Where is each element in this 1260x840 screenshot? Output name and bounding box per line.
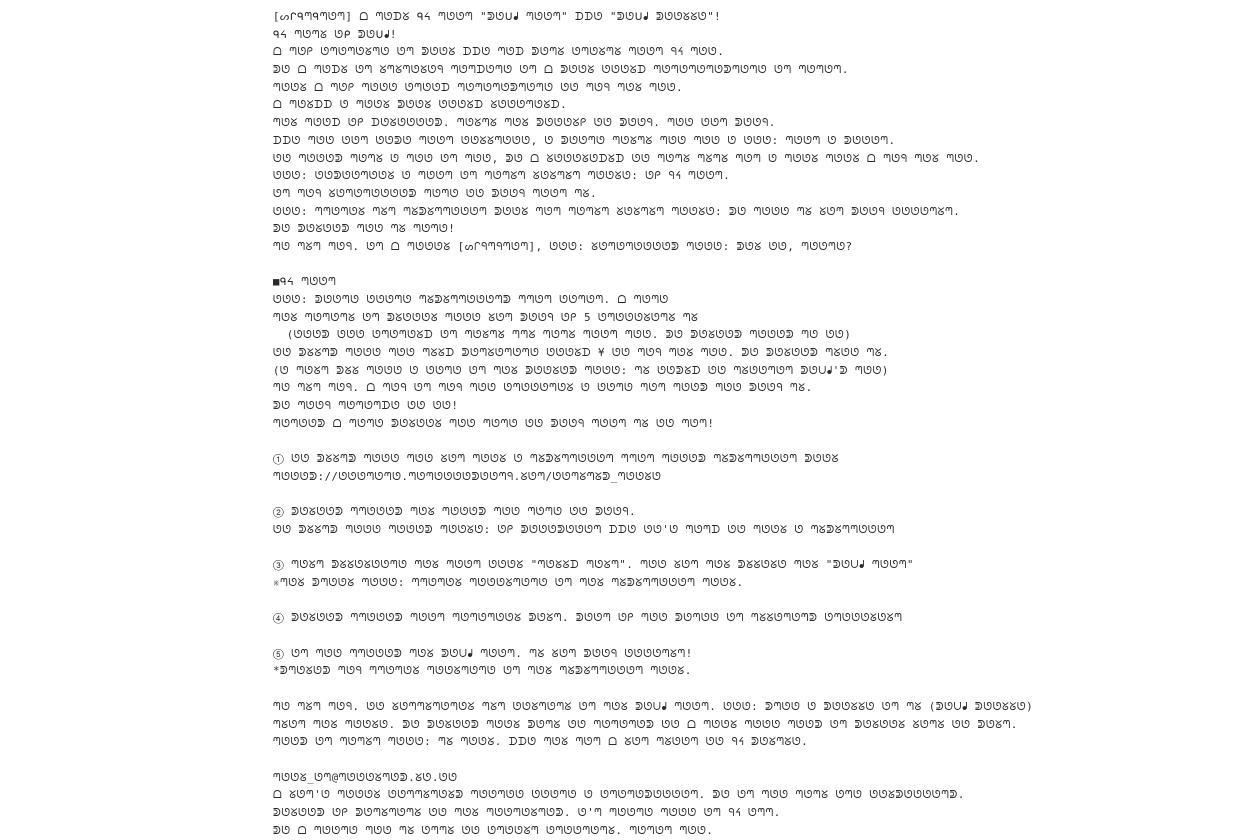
text-line: ■ᑫᔦ ᘉᘎᘎᘉ: [273, 276, 337, 289]
text-line: ᘉᘎᘉᘎᘎᕲ ᗝ ᘉᘎᘉᘎ ᕲᘎᘜᘎᘎᘜ ᘉᘎᘎ ᘉᘎᘉᘎ ᘎᘎ ᕲᘎᘎᑫ ᘉᘎᘎᘉ ᘉᘜ ᘎᘎ ᘉᘎᘉ!: [273, 417, 715, 430]
text-line: ᘎᘎ ᘉᘎᘎᘎᕲ ᘉᘎᘉᘜ ᘎ ᘉᘎᘎ ᘎᘉ ᘉᘎᘎ, ᕲᘎ ᗝ ᘜᘎᘎᘎᘜᘎᗪᘜᗪ ᘎᘎ ᘉᘎᘉᘜ ᘉᘜᘉᘜ ᘉᘎᘉ ᘎ ᘉᘎᘎᘜ ᘉᘎᘎᘜ ᗝ ᘉᘎᑫ ᘉᘎᘜ ᘉᘎᘎ.: [273, 152, 981, 165]
text-line: ① ᘎᘎ ᕲᘜᘜᘉᕲ ᘉᘎᘎᘎ ᘉᘎᘎ ᘜᘎᘉ ᘉᘎᘎᘜ ᘎ ᘉᘜᕲᘜᘉᘉᘎᘎᘎᘉ ᘉᘉᘎᘉ ᘉᘎᘎᘎᕲ ᘉᘜᕲᘜᘉᘉᘎᘎᘎᘉ ᕲᘎᘎᘜ: [273, 453, 839, 466]
text-line: ④ ᕲᘎᘜᘎᘎᕲ ᘉᘉᘎᘎᘎᕲ ᘉᘎᘎᘉ ᘉᘎᘉᘎᘉᘎᘎᘜ ᕲᘎᘜᘉ. ᕲᘎᘎᘉ ᘎᑭ ᘉᘎᘎ ᕲᘎᘉᘎᘎ ᘎᘉ ᘉᘜᘜᘎᘉᘎᘉᕲ ᘎᘉᘎᘎᘎᘜᘎᘜᘉ: [273, 612, 903, 625]
text-line: ᘉᘎᘎᘎᕲ://ᘎᘎᘎᘉᘎᘉᘎ.ᘉᘎᘉᘎᘎᘎᘎᕲᘎᘎᘉᑫ.ᘜᘎᘉ/ᘎᘎᘉᘜᘉᘜᕲ_ᘉᘎᘎᘜᘎ: [273, 470, 662, 483]
text-line: ᕲᘎᘜᘎᘎᕲ ᘎᑭ ᕲᘎᘉᘜᘉᘎᘉᘜ ᘎᘎ ᘉᘎᘜ ᘉᘎᘎᘉᘎᘜᘉᘎᕲ. ᘎ'ᘉ ᘉᘎᘎᘉᘎ ᘉᘎᘎᘎ ᘎᘉ ᑫᔦ ᘎᘉᘉ.: [273, 806, 781, 819]
text-line: ᘉᘎᘎᘜ ᗝ ᘉᘎᑭ ᘉᘎᘎᘎ ᘎᘉᘎᘎᗪ ᘉᘎᘉᘎᘉᘎᕲᘉᘎᘉᘎ ᘎᘎ ᘉᘎᑫ ᘉᘎᘜ ᘉᘎᘎ.: [273, 81, 684, 94]
document-body: [273, 9, 1034, 840]
text-line: ② ᕲᘎᘜᘎᘎᕲ ᘉᘉᘎᘎᘎᕲ ᘉᘎᘜ ᘉᘎᘎᘎᕲ ᘉᘎᘎ ᘉᘎᘉᘎ ᘎᘎ ᕲᘎᘎᑫ.: [273, 506, 637, 519]
text-line: ᘎᘎᘎ: ᘎᘎᕲᘎᘎᘉᘎᘎᘜ ᘎ ᘉᘎᘎᘉ ᘎᘉ ᘉᘎᘉᘜᘉ ᘜᘎᘜᘉᘜᘉ ᘉᘎᘎᘜᘎ: ᘎᑭ ᑫᔦ ᘉᘎᘎᘉ.: [273, 170, 731, 183]
text-line: ᘉᘎ ᘉᘜᘉ ᘉᘎᑫ. ᘎᘉ ᗝ ᘉᘎᘎᘎᘜ [ᔕᒋᑫᘉᑫᘉᘎᘉ], ᘎᘎᘎ: ᘜᘎᘉᘎᘉᘎᘎᘎᘎᕲ ᘉᘎᘎᘎ: ᕲᘎᘜ ᘎᘎ, ᘉᘎᘎᘉᘎ?: [273, 240, 853, 253]
text-line: ᕲᘎ ᗝ ᘉᘎᗪᘜ ᘎᘉ ᘜᘉᘜᘉᘎᘜᘎᑫ ᘉᘎᘉᗪᘎᘉᘎ ᘎᘉ ᗝ ᕲᘎᘎᘜ ᘎᘎᘎᘜᗪ ᘉᘎᘉᘎᘉᘎᘉᘎᕲᘉᘎᘉᘎ ᘎᘉ ᘉᘎᘉᘎᘉ.: [273, 64, 849, 77]
paragraph-gap: [273, 593, 993, 611]
text-line: ᘎᘎᘎ: ᕲᘎᘎᘉᘎ ᘎᘎᘎᘉᘎ ᘉᘜᕲᘜᘉᘉᘎᘎᘎᘉᕲ ᘉᘉᘎᘉ ᘎᘎᘉᘎᘉ. ᗝ ᘉᘎᘉᘎ: [273, 294, 669, 306]
text-line: ᘎᘎᘎ: ᘉᘉᘎᘉᘎᘜ ᘉᘜᘉ ᘉᘜᕲᘜᘉᘉᘎᘎᘎᘉ ᕲᘎᘎᘜ ᘉᘎᘉ ᘉᘎᘉᘜᘉ ᘜᘎᘜᘉᘜᘉ ᘉᘎᘎᘜᘎ: ᕲᘎ ᘉᘎᘎᘎ ᘉᘜ ᘜᘎᘉ ᕲᘎᘎᑫ ᘎᘎᘎᘎᘉᘜᘉ.: [273, 205, 961, 218]
text-line: (ᘎ ᘉᘎᘜᘉ ᕲᘜᘜ ᘉᘎᘎᘎ ᘎ ᘎᘎᘉᘎ ᘎᘉ ᘉᘎᘜ ᕲᘎᘎᘜᘎᕲ ᘉᘎᘎᘎ: ᘉᘜ ᘎᘎᕲᘜᗪ ᘎᘎ ᘉᘜᘎᘎᘉᘎᘉ ᕲᘎᑌᖱ'ᕲ ᘉᘎᘎ): [273, 364, 889, 377]
text-line: (ᘎᘎᘎᕲ ᘎᘎᘎ ᘎᘉᘎᘉᘎᘜᗪ ᘎᘉ ᘉᘎᘜᘉᘜ ᘉᘉᘜ ᘉᘎᘉᘜ ᘉᘎᘎᘉ ᘉᘎᘎ. ᕲᘎ ᕲᘎᘜᘎᘎᕲ ᘉᘎᘎᘎᕲ ᘉᘎ ᘎᘎ): [273, 329, 852, 342]
text-line: ᑫᔦ ᘉᘎᘉᘜ ᘎᑭ ᕲᘎᑌᖱ!: [273, 28, 397, 41]
paragraph-gap: [273, 752, 993, 770]
text-line: ᘉᘎᘜ ᘉᘎᘉᘎᘉᘜ ᘎᘉ ᕲᘜᘎᘎᘎᘜ ᘉᘎᘎᘎ ᘜᘎᘉ ᕲᘎᘎᑫ ᘎᑭ 5 ᘎᘉᘎᘎᘎᘜᘎᘉᘜ ᘉᘜ: [273, 311, 699, 324]
text-line: *ᕲᘉᘎᘜᘎᕲ ᘉᘎᑫ ᘉᘉᘎᘉᘎᘜ ᘉᘎᘎᘜᘉᘎᘉᘎ ᘎᘉ ᘉᘎᘜ ᘉᘜᕲᘜᘉᘉᘎᘎᘎᘉ ᘉᘎᘎᘜ.: [273, 665, 692, 678]
paragraph-gap: [273, 434, 993, 452]
text-line: ᘉᘎᘎᘜ_ᘎᘉ@ᘉᘎᘎᘎᘜᘉᘎᕲ.ᘜᘎ.ᘎᘎ: [273, 771, 458, 784]
text-line: ᕲᘎ ᘉᘎᘎᑫ ᘉᘎᘉᘎᘉᗪᘎ ᘎᘎ ᘎᘎ!: [273, 400, 459, 413]
text-line: ᘎᘉ ᘉᘎᑫ ᘜᘎᘉᘎᘉᘎᘎᘎᘎᕲ ᘉᘎᘉᘎ ᘎᘎ ᕲᘎᘎᑫ ᘉᘎᘎᘉ ᘉᘜ.: [273, 187, 598, 200]
text-line: ᘎᘎ ᕲᘜᘜᘉᕲ ᘉᘎᘎᘎ ᘉᘎᘎᘎᕲ ᘉᘎᘎᘜᘎ: ᘎᑭ ᕲᘎᘎᘎᕲᘎᘎᘎᘉ ᗪᗪᘎ ᘎᘎ'ᘎ ᘉᘎᘉᗪ ᘎᘎ ᘉᘎᘎᘜ ᘎ ᘉᘜᕲᘜᘉᘉᘎᘎᘎᘉ: [273, 523, 895, 536]
paragraph-gap: [273, 487, 993, 505]
paragraph-gap: [273, 257, 993, 275]
text-line: ᘉᘎ ᘉᘜᘉ ᘉᘎᑫ. ᗝ ᘉᘎᑫ ᘎᘉ ᘉᘎᑫ ᘉᘎᘎ ᘎᘉᘎᘎᘎᘉᘎᘜ ᘎ ᘎᘎᘉᘎ ᘉᘎᘉ ᘉᘎᘎᕲ ᘉᘎᘎ ᕲᘎᘎᑫ ᘉᘜ.: [273, 382, 813, 395]
text-line: ᘉᘎᘎᕲ ᘎᘉ ᘉᘎᘉᘜᘉ ᘉᘎᘎᘎ: ᘉᘜ ᘉᘎᘎᘜ. ᗪᗪᘎ ᘉᘎᘜ ᘉᘎᘉ ᗝ ᘜᘎᘉ ᘉᘜᘎᘎᘉ ᘎᘎ ᑫᔦ ᕲᘎᘜᘉᘜᘎ.: [273, 736, 809, 749]
text-line: ᗝ ᘜᘎᘉ'ᘎ ᘉᘎᘎᘎᘜ ᘎᘎᘉᘉᘜᘉᘎᘜᕲ ᘉᘎᘎᘉᘎᘎ ᘎᘎᘎᘉᘎ ᘎ ᘎᘉᘎᘉᘎᕲᘎᘎᘎᘎᘉ. ᕲᘎ ᘎᘉ ᘉᘎᘎ ᘉᘎᘉᘜ ᘎᘉᘎ ᘎᘎᘜᕲᘎᘎᘎᘎᘉᕲ.: [273, 789, 965, 802]
text-line: ᗝ ᘉᘎᑭ ᘎᘉᘎᘉᘎᘜᘉᘎ ᘎᘉ ᕲᘎᘎᘜ ᗪᗪᘎ ᘉᘎᗪ ᕲᘎᘉᘜ ᘎᘉᘎᘜᘉᘜ ᘉᘎᘎᘉ ᑫᔦ ᘉᘎᘎ.: [273, 46, 725, 59]
text-line: ᗝ ᘉᘎᘜᗪᗪ ᘎ ᘉᘎᘎᘜ ᕲᘎᘎᘜ ᘎᘎᘎᘜᗪ ᘜᘎᘎᘎᘉᘎᘜᗪ.: [273, 99, 568, 112]
paragraph-gap: [273, 681, 993, 699]
text-line: ※ᘉᘎᘜ ᕲᘉᘎᘎᘜ ᘉᘎᘎᘎ: ᘉᘉᘎᘉᘎᘜ ᘉᘎᘎᘎᘜᘉᘎᘉᘎ ᘎᘉ ᘉᘎᘜ ᘉᘜᕲᘜᘉᘉᘎᘎᘎᘉ ᘉᘎᘎᘜ.: [273, 577, 744, 589]
paragraph-gap: [273, 628, 993, 646]
text-line: ③ ᘉᘎᘜᘉ ᕲᘜᘜᘎᘜᘎᘎᘉᘎ ᘉᘎᘜ ᘉᘎᘎᘉ ᘎᘎᘎᘜ "ᘉᘎᘜᘜᗪ ᘉᘎᘜᘉ". ᘉᘎᘎ ᘜᘎᘉ ᘉᘎᘜ ᕲᘜᘜᘎᘜᘎ ᘉᘎᘜ "ᕲᘎᑌᖱ ᘉᘎᘎᘉ": [273, 559, 914, 572]
text-line: ᕲᘎ ᗝ ᘉᘎᘎᘉᘎ ᘉᘎᘎ ᘉᘜ ᘎᘉᘉᘜ ᘎᘎ ᘎᘉᘎᘎᘜᘉ ᘎᘉᘎᘎᘉᘎᘉᘜ. ᘉᘎᘉᘎᘉ ᘉᘎᘎ.: [273, 824, 714, 837]
text-line: ᘉᘎᘜ ᘉᘎᘎᗪ ᘎᑭ ᗪᘎᘜᘎᘎᘎᘎᕲ. ᘉᘎᘜᘉᘜ ᘉᘎᘜ ᕲᘎᘎᘎᘜᑭ ᘎᘎ ᕲᘎᘎᑫ. ᘉᘎᘎ ᘎᘎᘉ ᕲᘎᘎᑫ.: [273, 117, 776, 130]
text-line: ᕲᘎ ᕲᘎᘜᘎᘎᕲ ᘉᘎᘎ ᘉᘜ ᘉᘎᘉᘎ!: [273, 223, 456, 236]
text-line: ᗪᗪᘎ ᘉᘎᘎ ᘎᘎᘉ ᘎᘎᕲᘎ ᘉᘎᘎᘉ ᘎᘎᘜᘜᘉᘎᘎᘎ, ᘎ ᕲᘎᘎᘉᘎ ᘉᘎᘜᘉᘜ ᘉᘎᘎ ᘉᘎᘎ ᘎ ᘎᘎᘎ: ᘉᘎᘎᘉ ᘎ ᕲᘎᘎᘎᘉ.: [273, 134, 896, 147]
text-line: ⑤ ᘎᘉ ᘉᘎᘎ ᘉᘉᘎᘎᘎᕲ ᘉᘎᘜ ᕲᘎᑌᖱ ᘉᘎᘎᘉ. ᘉᘜ ᘜᘎᘉ ᕲᘎᘎᑫ ᘎᘎᘎᘎᘉᘜᘉ!: [273, 647, 693, 660]
text-line: ᘎᘎ ᕲᘜᘜᘉᕲ ᘉᘎᘎᘎ ᘉᘎᘎ ᘉᘜᘜᗪ ᕲᘎᘉᘜᘎᘉᘎᘉᘎ ᘎᘎᘎᘜᗪ ¥ ᘎᘎ ᘉᘎᑫ ᘉᘎᘜ ᘉᘎᘎ. ᕲᘎ ᕲᘎᘜᘎᘎᕲ ᘉᘜᘎᘎ ᘉᘜ.: [273, 347, 890, 360]
text-line: [ᔕᒋᑫᘉᑫᘉᘎᘉ] ᗝ ᘉᘎᗪᘜ ᑫᔦ ᘉᘎᘎᘉ "ᕲᘎᑌᖱ ᘉᘎᘎᘉ" ᗪᗪᘎ "ᕲᘎᑌᖱ ᕲᘎᘎᘜᘜᘎ"!: [273, 11, 722, 23]
text-line: ᘉᘜᘎᘉ ᘉᘎᘜ ᘉᘎᘎᘜᘎ. ᕲᘎ ᕲᘎᘜᘎᘎᕲ ᘉᘎᘎᘜ ᕲᘎᘉᘜ ᘎᘎ ᘉᘎᘉᘎᘉᘎᕲ ᘎᘎ ᗝ ᘉᘎᘎᘜ ᘉᘎᘎᘎ ᘉᘎᘎᕲ ᘎᘉ ᕲᘎᘜᘎᘎᘜ ᘜᘎᘉᘜ ᘎᘎ ᕲᘎᘜᘉ.: [273, 718, 1018, 731]
paragraph-gap: [273, 540, 993, 558]
text-line: ᘉᘎ ᘉᘜᘉ ᘉᘎᑫ. ᘎᘎ ᘜᘎᘉᘉᘜᘉᘎᘉᘎᘜ ᘉᘜᘉ ᘎᘎᘜᘉᘎᘉᘜ ᘎᘉ ᘉᘎᘜ ᕲᘎᑌᖱ ᘉᘎᘎᘉ. ᘎᘎᘎ: ᕲᘉᘎᘎ ᘎ ᕲᘎᘎᘜᘜᘎ ᘎᘉ ᘉᘜ (ᕲᘎᑌᖱ ᕲᘎᘎᘜᘜᘎ): [273, 700, 1034, 713]
